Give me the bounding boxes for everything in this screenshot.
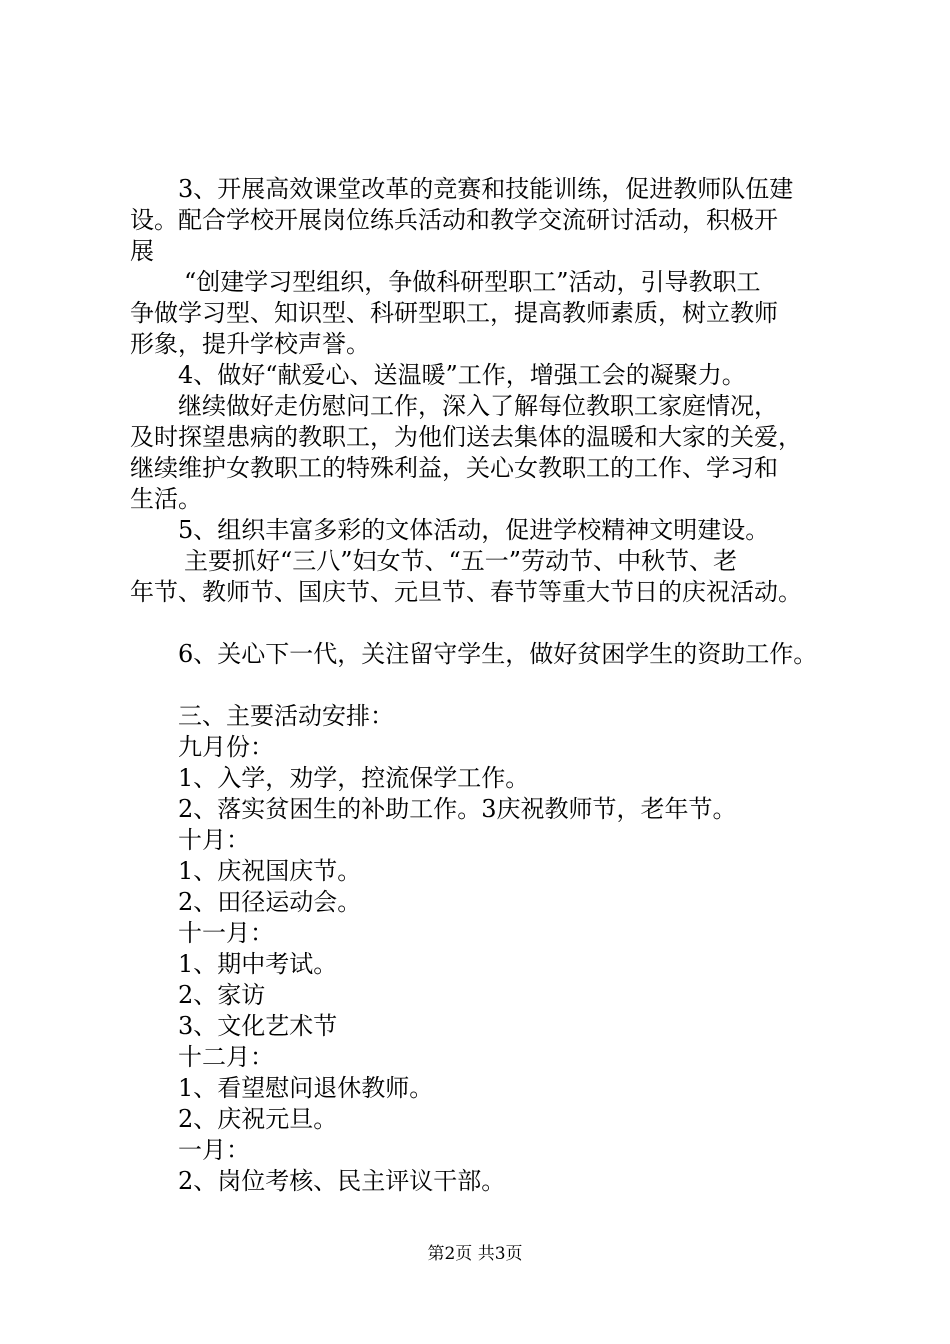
month-heading: 十月： bbox=[178, 826, 250, 854]
list-item: 1、看望慰问退休教师。 bbox=[178, 1074, 434, 1102]
paragraph-line: 形象，提升学校声誉。 bbox=[130, 330, 370, 358]
paragraph-line: 继续做好走仿慰问工作，深入了解每位教职工家庭情况， bbox=[178, 392, 778, 420]
list-item: 3、文化艺术节 bbox=[178, 1012, 338, 1040]
section-heading: 三、主要活动安排： bbox=[178, 702, 394, 730]
page-number-footer: 第2页 共3页 bbox=[427, 1244, 523, 1264]
document-body bbox=[130, 174, 850, 1197]
paragraph-line: 年节、教师节、国庆节、元旦节、春节等重大节日的庆祝活动。 bbox=[130, 578, 802, 606]
list-item: 1、庆祝国庆节。 bbox=[178, 857, 362, 885]
paragraph-line: 3、开展高效课堂改革的竞赛和技能训练，促进教师队伍建 bbox=[178, 175, 794, 203]
month-heading: 九月份： bbox=[178, 733, 274, 761]
list-item: 1、期中考试。 bbox=[178, 950, 338, 978]
blank-line bbox=[130, 670, 850, 701]
paragraph-line: “创建学习型组织，争做科研型职工”活动，引导教职工 bbox=[184, 268, 761, 296]
list-item: 2、落实贫困生的补助工作。3庆祝教师节，老年节。 bbox=[178, 795, 737, 823]
month-heading: 一月： bbox=[178, 1136, 250, 1164]
paragraph-line: 设。配合学校开展岗位练兵活动和教学交流研讨活动，积极开 bbox=[130, 206, 778, 234]
list-item: 1、入学，劝学，控流保学工作。 bbox=[178, 764, 530, 792]
paragraph-line: 6、关心下一代，关注留守学生，做好贫困学生的资助工作。 bbox=[178, 640, 818, 668]
list-item: 2、岗位考核、民主评议干部。 bbox=[178, 1167, 506, 1195]
paragraph-line: 争做学习型、知识型、科研型职工，提高教师素质，树立教师 bbox=[130, 299, 778, 327]
list-item: 2、庆祝元旦。 bbox=[178, 1105, 338, 1133]
paragraph-line: 及时探望患病的教职工，为他们送去集体的温暖和大家的关爱， bbox=[130, 423, 802, 451]
paragraph-line: 生活。 bbox=[130, 485, 202, 513]
list-item: 2、家访 bbox=[178, 981, 266, 1009]
blank-line bbox=[130, 608, 850, 639]
month-heading: 十二月： bbox=[178, 1043, 274, 1071]
paragraph-line: 主要抓好“三八”妇女节、“五一”劳动节、中秋节、老 bbox=[184, 547, 738, 575]
paragraph-line: 5、组织丰富多彩的文体活动，促进学校精神文明建设。 bbox=[178, 516, 770, 544]
paragraph-line: 展 bbox=[130, 237, 154, 265]
paragraph-line: 4、做好“献爱心、送温暖”工作，增强工会的凝聚力。 bbox=[178, 361, 746, 389]
paragraph-line: 继续维护女教职工的特殊利益，关心女教职工的工作、学习和 bbox=[130, 454, 778, 482]
list-item: 2、田径运动会。 bbox=[178, 888, 362, 916]
month-heading: 十一月： bbox=[178, 919, 274, 947]
